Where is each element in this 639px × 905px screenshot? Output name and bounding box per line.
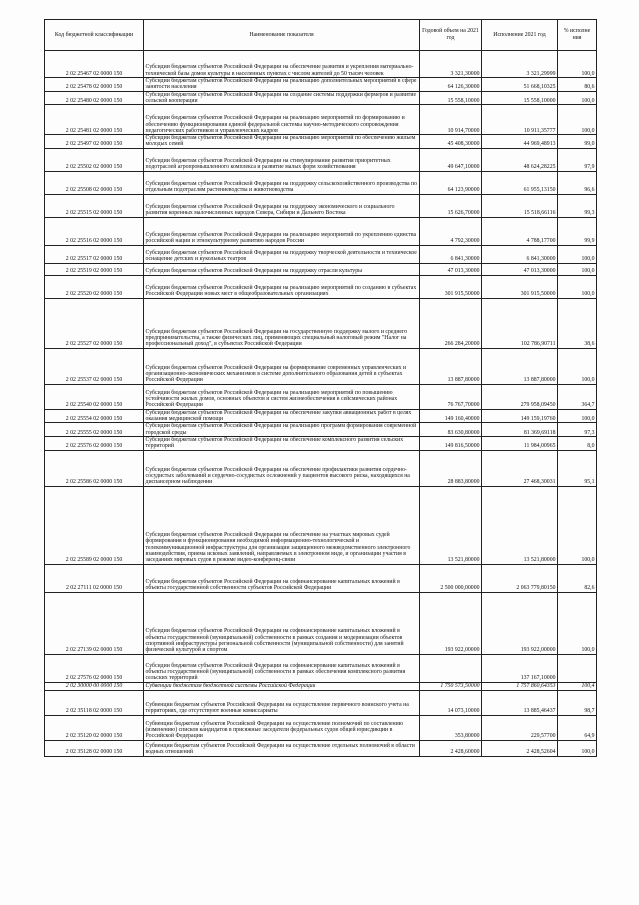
exec-cell: 81 369,69118 (482, 423, 558, 437)
pct-cell: 100,0 (558, 348, 597, 384)
table-row (45, 486, 597, 564)
name-cell: Субсидии бюджетам субъектов Российской Федерации на поддержку экономического и социального развития коренных малочисленных народов Севера, Сибири и Дальнего Востока (144, 194, 420, 217)
exec-cell: 229,57700 (482, 715, 558, 740)
name-cell: Субсидии бюджетам субъектов Российской Федерации на реализацию программ формирования современной городской среды (144, 423, 420, 437)
pct-cell: 99,3 (558, 194, 597, 217)
pct-cell: 100,0 (558, 740, 597, 756)
name-cell: Субсидии бюджетам субъектов Российской Федерации на поддержку отрасли культуры (144, 263, 420, 275)
exec-cell: 47 013,30000 (482, 263, 558, 275)
exec-cell: 11 984,00965 (482, 436, 558, 450)
code-cell: 2 02 25508 02 0000 150 (45, 171, 144, 194)
plan-cell: 3 321,30000 (420, 51, 482, 78)
name-cell: Субсидии бюджетам субъектов Российской Федерации на стимулирование развития приоритетных подотраслей агропромышленного комплекса и развитие малых форм хозяйствования (144, 148, 420, 171)
exec-cell: 15 518,66116 (482, 194, 558, 217)
pct-cell: 80,6 (558, 78, 597, 92)
table-row (45, 135, 597, 149)
pct-cell: 100,0 (558, 91, 597, 105)
table-row (45, 348, 597, 384)
name-cell: Субвенции бюджетам субъектов Российской Федерации на осуществление первичного воинского учета на территориях, где отсутствуют военные комиссариаты (144, 690, 420, 715)
code-cell: 2 02 30000 00 0000 150 (45, 682, 144, 690)
table-row (45, 436, 597, 450)
code-cell: 2 02 25589 02 0000 150 (45, 486, 144, 564)
plan-cell: 301 915,50000 (420, 275, 482, 298)
header-plan: Годовой объем на 2021 год (420, 20, 482, 51)
code-cell: 2 02 25540 02 0000 150 (45, 384, 144, 409)
pct-cell: 96,6 (558, 171, 597, 194)
exec-cell: 149 159,19760 (482, 409, 558, 423)
exec-cell: 13 885,46437 (482, 690, 558, 715)
table-row (45, 654, 597, 682)
plan-cell: 1 750 573,50000 (420, 682, 482, 690)
header-pct: % исполне ния (558, 20, 597, 51)
pct-cell: 99,9 (558, 217, 597, 245)
name-cell: Субсидии бюджетам субъектов Российской Федерации на обеспечение на участках мировых судей формирования и функционирования необходимой информационно-технологической и телекоммуникационной инфраструктуры для организации защищенного межведомственного электронного взаимодействия, приема исковых заявлений, направляемых в электронном виде, и организации участия в заседаниях мировых судов в режиме видео-конференц-связи (144, 486, 420, 564)
name-cell: Субсидии бюджетам субъектов Российской Федерации на софинансирование капитальных вложений в объекты государственной (муниципальной) собственности в рамках создания и модернизации объектов спортивной инфраструктуры региональной собственности (муниципальной собственности) для занятий физической культурой и спортом (144, 592, 420, 654)
code-cell: 2 02 25516 02 0000 150 (45, 217, 144, 245)
exec-cell: 279 958,09450 (482, 384, 558, 409)
plan-cell: 4 792,30000 (420, 217, 482, 245)
name-cell: Субсидии бюджетам субъектов Российской Федерации на обеспечение профилактики развития сердечно-сосудистых заболеваний и сердечно-сосудистых осложнений у пациентов высокого риска, находящихся на диспансерном наблюдении (144, 450, 420, 486)
code-cell: 2 02 35120 02 0000 150 (45, 715, 144, 740)
table-row (45, 148, 597, 171)
name-cell: Субсидии бюджетам субъектов Российской Федерации на софинансирование капитальных вложений в объекты государственной (муниципальной) собственности в рамках обеспечения комплексного развития сельских территорий (144, 654, 420, 682)
plan-cell: 193 922,00000 (420, 592, 482, 654)
code-cell: 2 02 27576 02 0000 150 (45, 654, 144, 682)
name-cell: Субвенции бюджетам субъектов Российской Федерации на осуществление отдельных полномочий в области водных отношений (144, 740, 420, 756)
exec-cell: 102 786,90711 (482, 298, 558, 348)
exec-cell: 2 428,52604 (482, 740, 558, 756)
table-row (45, 171, 597, 194)
exec-cell: 301 915,50000 (482, 275, 558, 298)
code-cell: 2 02 25520 02 0000 150 (45, 275, 144, 298)
exec-cell: 2 063 779,80150 (482, 564, 558, 592)
plan-cell: 353,80000 (420, 715, 482, 740)
name-cell: Субвенции бюджетам субъектов Российской Федерации на осуществление полномочий по составлению (изменению) списков кандидатов в присяжные заседатели федеральных судов общей юрисдикции в Российской Федерации (144, 715, 420, 740)
table-row (45, 409, 597, 423)
plan-cell: 83 630,80000 (420, 423, 482, 437)
plan-cell: 28 883,80000 (420, 450, 482, 486)
table-row (45, 105, 597, 135)
budget-table (44, 19, 597, 757)
name-cell: Субсидии бюджетам субъектов Российской Федерации на реализацию мероприятий по повышению устойчивости жилых домов, основных объектов и систем жизнеобеспечения в сейсмических районах Российской Федерации (144, 384, 420, 409)
pct-cell: 97,9 (558, 148, 597, 171)
table-row (45, 298, 597, 348)
name-cell: Субсидии бюджетам субъектов Российской Федерации на создание системы поддержки фермеров и развитие сельской кооперации (144, 91, 420, 105)
plan-cell: 15 626,70000 (420, 194, 482, 217)
pct-cell: 8,0 (558, 436, 597, 450)
code-cell: 2 02 25497 02 0000 150 (45, 135, 144, 149)
plan-cell: 2 500 000,00000 (420, 564, 482, 592)
table-row (45, 690, 597, 715)
name-cell: Субсидии бюджетам субъектов Российской Федерации на обеспечение развития и укрепления материально-технической базы домов культуры в населенных пунктах с числом жителей до 50 тысяч человек (144, 51, 420, 78)
table-row (45, 194, 597, 217)
plan-cell: 266 284,20000 (420, 298, 482, 348)
table-row (45, 78, 597, 92)
pct-cell: 82,6 (558, 564, 597, 592)
code-cell: 2 02 27139 02 0000 150 (45, 592, 144, 654)
plan-cell: 149 160,40000 (420, 409, 482, 423)
code-cell: 2 02 25537 02 0000 150 (45, 348, 144, 384)
pct-cell: 99,0 (558, 135, 597, 149)
exec-cell: 44 969,48913 (482, 135, 558, 149)
exec-cell: 15 558,10000 (482, 91, 558, 105)
plan-cell: 49 647,10000 (420, 148, 482, 171)
plan-cell: 47 013,30000 (420, 263, 482, 275)
pct-cell: 38,6 (558, 298, 597, 348)
name-cell: Субсидии бюджетам субъектов Российской Федерации на формирование современных управленческих и организационно-экономических механизмов в системе дополнительного образования детей в субъектах Российской Федерации (144, 348, 420, 384)
exec-cell: 13 521,80000 (482, 486, 558, 564)
code-cell: 2 02 25586 02 0000 150 (45, 450, 144, 486)
code-cell: 2 02 35128 02 0000 150 (45, 740, 144, 756)
table-row (45, 384, 597, 409)
code-cell: 2 02 25527 02 0000 150 (45, 298, 144, 348)
exec-cell: 6 841,30000 (482, 245, 558, 263)
code-cell: 2 02 25478 02 0000 150 (45, 78, 144, 92)
pct-cell: 95,1 (558, 450, 597, 486)
code-cell: 2 02 25576 02 0000 150 (45, 436, 144, 450)
table-row (45, 245, 597, 263)
name-cell: Субсидии бюджетам субъектов Российской Федерации на реализацию мероприятий по созданию в субъектах Российской Федерации новых мест в общеобразовательных организациях (144, 275, 420, 298)
pct-cell: 100,0 (558, 105, 597, 135)
exec-cell: 3 321,29999 (482, 51, 558, 78)
plan-cell (420, 654, 482, 682)
table-row (45, 564, 597, 592)
plan-cell: 64 123,90000 (420, 171, 482, 194)
table-row (45, 682, 597, 690)
exec-cell: 51 668,10325 (482, 78, 558, 92)
plan-cell: 10 914,70000 (420, 105, 482, 135)
table-row (45, 423, 597, 437)
table-row (45, 51, 597, 78)
header-code: Код бюджетной классификации (45, 20, 144, 51)
plan-cell: 149 816,50000 (420, 436, 482, 450)
pct-cell: 100,0 (558, 263, 597, 275)
name-cell: Субсидии бюджетам субъектов Российской Федерации на поддержку творческой деятельности и техническое оснащение детских и кукольных театров (144, 245, 420, 263)
name-cell: Субсидии бюджетам субъектов Российской Федерации на реализацию мероприятий по обеспечению жильем молодых семей (144, 135, 420, 149)
table-body (45, 51, 597, 757)
pct-cell: 100,0 (558, 245, 597, 263)
pct-cell (558, 654, 597, 682)
table-row (45, 740, 597, 756)
code-cell: 2 02 25481 02 0000 150 (45, 105, 144, 135)
name-cell: Субсидии бюджетам субъектов Российской Федерации на софинансирование капитальных вложений в объекты государственной собственности субъектов Российской Федерации (144, 564, 420, 592)
name-cell: Субсидии бюджетам субъектов Российской Федерации на государственную поддержку малого и среднего предпринимательства, а также физических лиц, применяющих специальный налоговый режим "Налог на профессиональный доход", в субъектах Российской Федерации (144, 298, 420, 348)
exec-cell: 48 624,28225 (482, 148, 558, 171)
pct-cell: 100,0 (558, 592, 597, 654)
code-cell: 2 02 25467 02 0000 150 (45, 51, 144, 78)
pct-cell: 100,0 (558, 275, 597, 298)
pct-cell: 98,7 (558, 690, 597, 715)
table-row (45, 91, 597, 105)
exec-cell: 13 887,80000 (482, 348, 558, 384)
plan-cell: 6 841,30000 (420, 245, 482, 263)
name-cell: Субсидии бюджетам субъектов Российской Федерации на обеспечение комплексного развития сельских территорий (144, 436, 420, 450)
exec-cell: 1 757 860,64353 (482, 682, 558, 690)
plan-cell: 13 521,80000 (420, 486, 482, 564)
name-cell: Субсидии бюджетам субъектов Российской Федерации на реализацию мероприятий по укреплению единства российской нации и этнокультурному развитию народов России (144, 217, 420, 245)
pct-cell: 100,0 (558, 51, 597, 78)
pct-cell: 364,7 (558, 384, 597, 409)
exec-cell: 27 468,30031 (482, 450, 558, 486)
table-row (45, 715, 597, 740)
code-cell: 2 02 27111 02 0000 150 (45, 564, 144, 592)
name-cell: Субсидии бюджетам субъектов Российской Федерации на поддержку сельскохозяйственного производства по отдельным подотраслям растениеводства и животноводства (144, 171, 420, 194)
exec-cell: 193 922,00000 (482, 592, 558, 654)
table-row (45, 592, 597, 654)
pct-cell: 97,3 (558, 423, 597, 437)
plan-cell: 13 887,80000 (420, 348, 482, 384)
exec-cell: 10 911,35777 (482, 105, 558, 135)
code-cell: 2 02 25517 02 0000 150 (45, 245, 144, 263)
pct-cell: 64,9 (558, 715, 597, 740)
exec-cell: 61 955,13150 (482, 171, 558, 194)
code-cell: 2 02 35118 02 0000 150 (45, 690, 144, 715)
header-exec: Исполнение 2021 год (482, 20, 558, 51)
name-cell: Субвенции бюджетам бюджетной системы Российской Федерации (144, 682, 420, 690)
table-row (45, 217, 597, 245)
header-name: Наименование показателя (144, 20, 420, 51)
code-cell: 2 02 25554 02 0000 150 (45, 409, 144, 423)
plan-cell: 45 408,30000 (420, 135, 482, 149)
table-row (45, 263, 597, 275)
plan-cell: 15 558,10000 (420, 91, 482, 105)
code-cell: 2 02 25519 02 0000 150 (45, 263, 144, 275)
code-cell: 2 02 25502 02 0000 150 (45, 148, 144, 171)
name-cell: Субсидии бюджетам субъектов Российской Федерации на реализацию дополнительных мероприятий в сфере занятости населения (144, 78, 420, 92)
pct-cell: 100,0 (558, 409, 597, 423)
table-row (45, 275, 597, 298)
name-cell: Субсидии бюджетам субъектов Российской Федерации на обеспечение закупки авиационных работ в целях оказания медицинской помощи (144, 409, 420, 423)
plan-cell: 14 073,10000 (420, 690, 482, 715)
code-cell: 2 02 25515 02 0000 150 (45, 194, 144, 217)
plan-cell: 76 767,70000 (420, 384, 482, 409)
table-row (45, 450, 597, 486)
name-cell: Субсидии бюджетам субъектов Российской Федерации на реализацию мероприятий по формированию и обеспечению функционирования единой федеральной системы научно-методического сопровождения педагогических работников и управленческих кадров (144, 105, 420, 135)
code-cell: 2 02 25480 02 0000 150 (45, 91, 144, 105)
pct-cell: 100,4 (558, 682, 597, 690)
code-cell: 2 02 25555 02 0000 150 (45, 423, 144, 437)
plan-cell: 64 126,30000 (420, 78, 482, 92)
plan-cell: 2 428,60000 (420, 740, 482, 756)
exec-cell: 137 167,10000 (482, 654, 558, 682)
pct-cell: 100,0 (558, 486, 597, 564)
exec-cell: 4 788,17700 (482, 217, 558, 245)
table-header-row (45, 20, 597, 51)
